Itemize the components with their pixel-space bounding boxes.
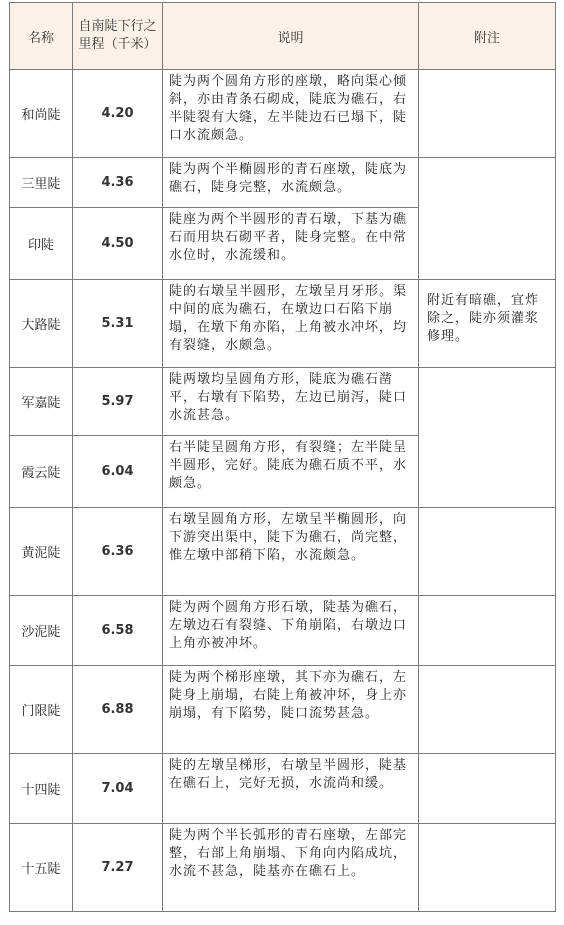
lock-distance: 7.27 — [73, 824, 163, 912]
lock-distance: 7.04 — [73, 754, 163, 824]
lock-distance: 5.31 — [73, 280, 163, 368]
header-note: 附注 — [419, 3, 556, 70]
lock-name: 三里陡 — [10, 158, 73, 208]
lock-distance: 4.20 — [73, 70, 163, 158]
lock-distance: 6.04 — [73, 436, 163, 508]
lock-name: 和尚陡 — [10, 70, 73, 158]
lock-name: 霞云陡 — [10, 436, 73, 508]
lock-note — [419, 754, 556, 824]
table-row — [10, 280, 556, 368]
lock-description: 陡座为两个半圆形的青石墩，下基为礁石而用块石砌平者，陡身完整。在中常水位时，水流缓和。 — [163, 208, 419, 280]
lock-description: 陡为两个圆角方形石墩，陡基为礁石，左墩边石有裂缝、下角崩陷，右墩边口上角亦被冲坏。 — [163, 596, 419, 666]
table-row — [10, 596, 556, 666]
lock-distance: 6.88 — [73, 666, 163, 754]
lock-note — [419, 158, 556, 280]
header-description: 说明 — [163, 3, 419, 70]
header-name: 名称 — [10, 3, 73, 70]
header-distance: 自南陡下行之里程（千米） — [73, 3, 163, 70]
table-row — [10, 158, 556, 208]
lock-note — [419, 666, 556, 754]
table-row — [10, 368, 556, 436]
lock-description: 陡为两个梯形座墩，其下亦为礁石，左陡身上崩塌，右陡上角被冲坏，身上亦崩塌，有下陷势，陡口流势甚急。 — [163, 666, 419, 754]
lock-description: 右半陡呈圆角方形，有裂缝；左半陡呈半圆形，完好。陡底为礁石质不平，水颇急。 — [163, 436, 419, 508]
lock-distance: 6.36 — [73, 508, 163, 596]
table-row — [10, 824, 556, 912]
lock-description: 陡两墩均呈圆角方形，陡底为礁石凿平，右墩有下陷势，左边已崩泻，陡口水流甚急。 — [163, 368, 419, 436]
lock-distance: 4.36 — [73, 158, 163, 208]
lock-name: 十四陡 — [10, 754, 73, 824]
lock-description: 陡为两个半长弧形的青石座墩，左部完整，右部上角崩塌、下角向内陷成坑，水流不甚急，陡基亦在礁石上。 — [163, 824, 419, 912]
lock-note: 附近有暗礁，宜炸除之，陡亦须灌浆修理。 — [419, 280, 556, 368]
lock-name: 军嘉陡 — [10, 368, 73, 436]
lock-distance: 4.50 — [73, 208, 163, 280]
header-row — [10, 3, 556, 70]
lock-note — [419, 70, 556, 158]
lock-note — [419, 596, 556, 666]
lock-table — [9, 2, 556, 912]
lock-name: 黄泥陡 — [10, 508, 73, 596]
lock-name: 大路陡 — [10, 280, 73, 368]
lock-description: 陡的右墩呈半圆形，左墩呈月牙形。渠中间的底为礁石，在墩边口石陷下崩塌，在墩下角亦陷，上角被水冲坏，均有裂缝，水颇急。 — [163, 280, 419, 368]
lock-name: 印陡 — [10, 208, 73, 280]
lock-name: 十五陡 — [10, 824, 73, 912]
lock-name: 门限陡 — [10, 666, 73, 754]
lock-name: 沙泥陡 — [10, 596, 73, 666]
lock-description: 右墩呈圆角方形，左墩呈半椭圆形，向下游突出渠中，陡下为礁石，尚完整，惟左墩中部稍下陷，水流颇急。 — [163, 508, 419, 596]
table-row — [10, 754, 556, 824]
lock-note — [419, 824, 556, 912]
lock-description: 陡为两个圆角方形的座墩，略向渠心倾斜，亦由青条石砌成，陡底为礁石，右半陡裂有大缝，左半陡边石已塌下，陡口水流颇急。 — [163, 70, 419, 158]
lock-note — [419, 508, 556, 596]
lock-description: 陡为两个半椭圆形的青石座墩，陡底为礁石，陡身完整，水流颇急。 — [163, 158, 419, 208]
lock-description: 陡的左墩呈梯形，右墩呈半圆形，陡基在礁石上，完好无损，水流尚和缓。 — [163, 754, 419, 824]
lock-distance: 5.97 — [73, 368, 163, 436]
lock-distance: 6.58 — [73, 596, 163, 666]
table-row — [10, 666, 556, 754]
table-row — [10, 508, 556, 596]
table-row — [10, 70, 556, 158]
lock-note — [419, 368, 556, 508]
